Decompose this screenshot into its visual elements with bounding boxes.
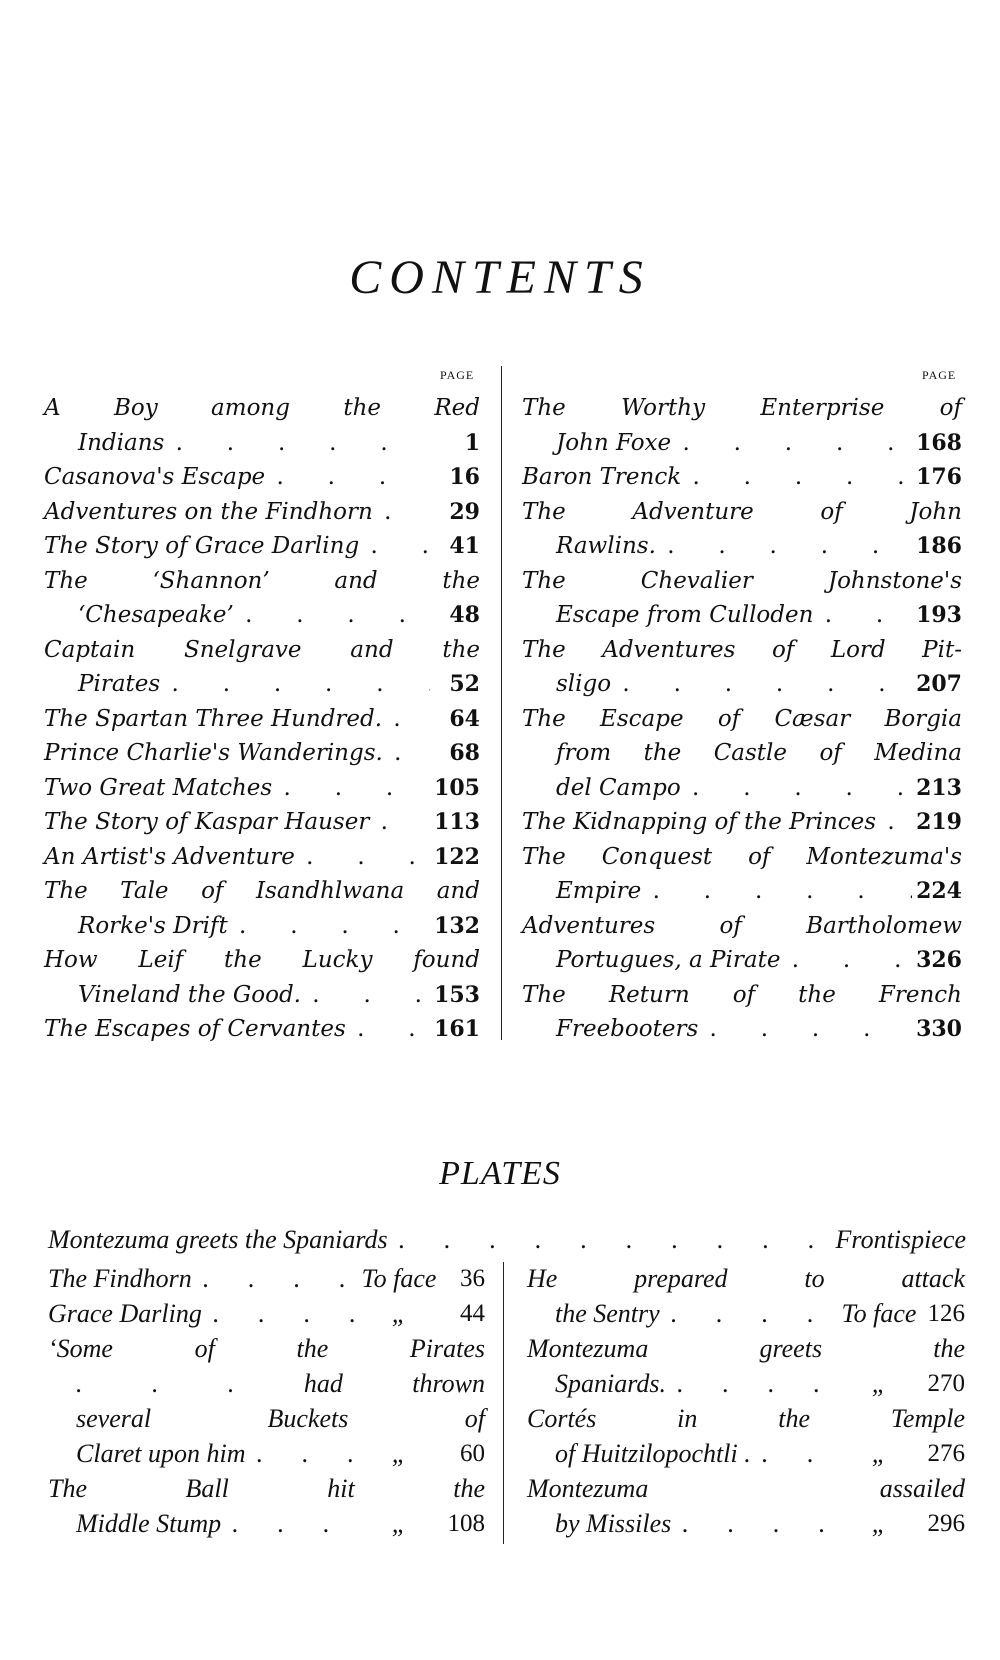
entry-line — [44, 702, 480, 737]
page-number: 105 — [434, 774, 480, 801]
entry-title-line: Baron Trenck — [522, 464, 682, 490]
plate-facing-label: „ — [871, 1439, 887, 1468]
contents-entry — [44, 702, 480, 737]
entry-title-line: ‘Chesapeake’ — [78, 602, 234, 628]
contents-entry — [522, 633, 962, 702]
entry-line — [522, 633, 962, 668]
dot-leader — [392, 1222, 832, 1257]
entry-title-line: Vineland the Good. — [78, 981, 301, 1008]
entry-title-line: Grace Darling — [48, 1299, 202, 1328]
contents-entry — [44, 840, 480, 875]
entry-title-line: Claret upon him — [76, 1439, 246, 1468]
plate-entry — [48, 1471, 485, 1541]
page-number: 52 — [449, 671, 480, 697]
contents-entry — [522, 391, 962, 460]
frontispiece-entry — [48, 1222, 966, 1257]
entry-line — [522, 943, 962, 978]
plate-facing-label: To face — [361, 1264, 437, 1293]
contents-entry — [44, 460, 480, 495]
dot-leader — [784, 943, 912, 978]
entry-line — [44, 460, 480, 495]
entry-line — [44, 598, 480, 633]
contents-entry — [44, 495, 480, 530]
dot-leader — [660, 529, 912, 564]
page-number: 64 — [449, 705, 480, 732]
entry-title-line: Montezuma greets the — [527, 1334, 965, 1363]
plate-facing-label: „ — [871, 1509, 887, 1538]
page-number: 44 — [460, 1300, 485, 1327]
page-number: 270 — [927, 1370, 965, 1397]
entry-title-line: The Spartan Three Hundred. — [44, 705, 383, 732]
entry-line — [527, 1331, 965, 1366]
dot-leader — [387, 736, 430, 771]
dot-leader — [164, 667, 430, 702]
entry-line — [48, 1436, 485, 1471]
entry-line — [44, 667, 480, 702]
plate-location: Frontispiece — [835, 1225, 966, 1254]
entry-line — [48, 1261, 485, 1296]
entry-line — [522, 426, 962, 461]
plate-facing-label: „ — [391, 1509, 407, 1538]
entry-line — [522, 909, 962, 944]
entry-line — [48, 1296, 485, 1331]
entry-title-line: How Leif the Lucky found — [44, 947, 480, 973]
dot-leader — [670, 1366, 835, 1401]
dot-leader — [386, 702, 430, 737]
plate-entry — [527, 1331, 965, 1401]
contents-entry — [44, 771, 480, 806]
dot-leader — [232, 909, 430, 944]
dot-leader — [685, 460, 912, 495]
entry-line — [522, 598, 962, 633]
contents-entry — [44, 805, 480, 840]
page-number: 1 — [464, 429, 480, 456]
entry-line — [527, 1366, 965, 1401]
contents-entry — [522, 564, 962, 633]
page-column-header-right: PAGE — [922, 368, 957, 382]
entry-line — [522, 460, 962, 495]
dot-leader — [377, 495, 430, 530]
entry-title-line: He prepared to attack — [527, 1264, 965, 1293]
dot-leader — [206, 1296, 355, 1331]
page-number: 126 — [927, 1300, 965, 1327]
page-number: 219 — [916, 809, 962, 835]
entry-line — [527, 1401, 965, 1436]
page-number: 193 — [916, 602, 962, 628]
entry-title-line: Prince Charlie's Wanderings. — [44, 740, 383, 766]
page-number: 60 — [460, 1440, 485, 1467]
entry-title-line: of Huitzilopochtli . — [555, 1439, 751, 1468]
entry-line — [522, 805, 962, 840]
entry-line — [44, 771, 480, 806]
entry-title-line: Captain Snelgrave and the — [44, 636, 480, 663]
contents-entry — [44, 736, 480, 771]
entry-title-line: The Return of the French — [522, 981, 962, 1008]
entry-title-line: . . . had thrown — [76, 1369, 485, 1398]
entry-title-line: Adventures on the Findhorn — [44, 498, 373, 525]
contents-entry — [522, 702, 962, 806]
contents-entry — [44, 943, 480, 1012]
entry-line — [527, 1506, 965, 1541]
entry-title-line: by Missiles — [555, 1509, 672, 1538]
entry-line — [48, 1471, 485, 1506]
page-number: 276 — [927, 1440, 965, 1467]
page-number: 176 — [916, 464, 962, 490]
page-number: 132 — [434, 912, 480, 939]
dot-leader — [363, 529, 430, 564]
entry-title-line: Montezuma assailed — [527, 1474, 965, 1503]
entry-title-line: The Worthy Enterprise of — [522, 395, 962, 421]
entry-line — [527, 1436, 965, 1471]
dot-leader — [817, 598, 912, 633]
plates-column-divider — [503, 1262, 504, 1544]
page-number: 296 — [927, 1510, 965, 1537]
entry-line — [522, 391, 962, 426]
entry-title-line: del Campo — [556, 774, 681, 801]
plate-entry — [48, 1296, 485, 1331]
entry-line — [44, 736, 480, 771]
contents-entry — [44, 874, 480, 943]
entry-title-line: Freebooters — [556, 1016, 699, 1042]
page-number: 122 — [434, 843, 480, 870]
page-number: 330 — [916, 1016, 962, 1042]
entry-title-line: Two Great Matches — [44, 774, 273, 801]
entry-line — [44, 564, 480, 599]
dot-leader — [299, 840, 430, 875]
entry-title-line: from the Castle of Medina — [556, 740, 962, 766]
contents-entry — [522, 840, 962, 909]
entry-title-line: A Boy among the Red — [44, 395, 480, 421]
contents-entry — [44, 529, 480, 564]
entry-title-line: Spaniards. — [555, 1369, 666, 1398]
entry-title-line: The Conquest of Montezuma's — [522, 843, 962, 870]
page-number: 113 — [434, 809, 480, 835]
page-number: 186 — [916, 533, 962, 559]
contents-entry — [44, 391, 480, 460]
dot-leader — [196, 1261, 355, 1296]
entry-line — [522, 667, 962, 702]
page-number: 108 — [447, 1510, 485, 1537]
entry-line — [44, 909, 480, 944]
page-number: 68 — [449, 740, 480, 766]
dot-leader — [675, 1506, 835, 1541]
contents-left-column — [44, 391, 480, 1047]
dot-leader — [685, 771, 912, 806]
contents-entry — [44, 633, 480, 702]
plate-entry — [48, 1261, 485, 1296]
dot-leader — [664, 1296, 835, 1331]
page-column-header-left: PAGE — [440, 368, 475, 382]
entry-title-line: Portugues, a Pirate — [556, 947, 781, 973]
entry-line — [44, 1012, 480, 1047]
entry-title-line: The Escapes of Cervantes — [44, 1016, 346, 1042]
contents-entry — [522, 460, 962, 495]
page-number: 168 — [916, 429, 962, 456]
plate-title: Montezuma greets the Spaniards — [48, 1225, 388, 1254]
entry-line — [48, 1331, 485, 1366]
entry-title-line: The Chevalier Johnstone's — [522, 567, 962, 594]
plate-entry — [48, 1331, 485, 1471]
entry-title-line: The Kidnapping of the Princes — [522, 809, 877, 835]
entry-line — [522, 771, 962, 806]
entry-line — [522, 978, 962, 1013]
entry-line — [44, 426, 480, 461]
entry-title-line: The Story of Grace Darling — [44, 533, 360, 559]
contents-entry — [44, 564, 480, 633]
entry-line — [44, 495, 480, 530]
entry-title-line: Rorke's Drift — [78, 912, 228, 939]
entry-title-line: Escape from Culloden — [556, 602, 814, 628]
dot-leader — [880, 805, 912, 840]
entry-line — [527, 1471, 965, 1506]
plates-right-column — [527, 1261, 965, 1541]
entry-line — [48, 1506, 485, 1541]
entry-title-line: several Buckets of — [76, 1404, 485, 1433]
entry-line — [44, 874, 480, 909]
plate-entry — [527, 1401, 965, 1471]
plate-entry — [527, 1261, 965, 1331]
entry-line — [44, 840, 480, 875]
plate-entry — [527, 1471, 965, 1541]
contents-entry — [522, 805, 962, 840]
dot-leader — [225, 1506, 355, 1541]
dot-leader — [615, 667, 912, 702]
entry-title-line: ‘Some of the Pirates — [48, 1334, 485, 1363]
entry-title-line: Adventures of Bartholomew — [522, 912, 962, 939]
page-number: 48 — [449, 602, 480, 628]
entry-title-line: Indians — [78, 429, 165, 456]
dot-leader — [305, 978, 430, 1013]
entry-line — [44, 529, 480, 564]
plate-facing-label: „ — [391, 1299, 407, 1328]
plate-facing-label: „ — [391, 1439, 407, 1468]
page-number: 161 — [434, 1016, 480, 1042]
page-number: 213 — [916, 774, 962, 801]
page-number: 224 — [916, 878, 962, 904]
entry-title-line: The Findhorn — [48, 1264, 192, 1293]
page-number: 16 — [449, 464, 480, 490]
dot-leader — [645, 874, 912, 909]
plates-left-column — [48, 1261, 485, 1541]
entry-title-line: The Adventure of John — [522, 498, 962, 525]
entry-title-line: The Adventures of Lord Pit- — [522, 636, 962, 663]
entry-line — [44, 805, 480, 840]
contents-heading: CONTENTS — [349, 251, 651, 304]
column-divider — [501, 366, 502, 1040]
dot-leader — [238, 598, 430, 633]
plates-heading: PLATES — [439, 1155, 561, 1192]
contents-entry — [44, 1012, 480, 1047]
plate-facing-label: To face — [841, 1299, 917, 1328]
dot-leader — [755, 1436, 835, 1471]
entry-title-line: Pirates — [78, 671, 161, 697]
page-number: 153 — [434, 981, 480, 1008]
entry-title-line: An Artist's Adventure — [44, 843, 295, 870]
entry-title-line: The Tale of Isandhlwana and — [44, 878, 480, 904]
entry-line — [527, 1296, 965, 1331]
contents-entry — [522, 978, 962, 1047]
dot-leader — [168, 426, 430, 461]
contents-entry — [522, 495, 962, 564]
plate-facing-label: „ — [871, 1369, 887, 1398]
entry-title-line: the Sentry — [555, 1299, 660, 1328]
entry-line — [44, 943, 480, 978]
entry-title-line: John Foxe — [556, 429, 672, 456]
entry-title-line: sligo — [556, 671, 612, 697]
entry-line — [522, 840, 962, 875]
dot-leader — [702, 1012, 912, 1047]
entry-title-line: Rawlins. — [556, 533, 656, 559]
entry-line — [527, 1261, 965, 1296]
entry-line — [522, 529, 962, 564]
dot-leader — [675, 426, 912, 461]
page-number: 36 — [460, 1265, 485, 1292]
contents-right-column — [522, 391, 962, 1047]
entry-title-line: Middle Stump — [76, 1509, 222, 1538]
entry-line — [48, 1401, 485, 1436]
entry-line — [522, 495, 962, 530]
entry-line — [44, 978, 480, 1013]
entry-line — [522, 564, 962, 599]
entry-line — [44, 633, 480, 668]
dot-leader — [276, 771, 430, 806]
entry-line — [48, 1366, 485, 1401]
entry-title-line: The ‘Shannon’ and the — [44, 567, 480, 594]
entry-title-line: Casanova's Escape — [44, 464, 266, 490]
entry-title-line: Empire — [556, 878, 642, 904]
page-number: 29 — [449, 498, 480, 525]
contents-entry — [522, 909, 962, 978]
entry-title-line: The Story of Kaspar Hauser — [44, 809, 370, 835]
dot-leader — [373, 805, 430, 840]
page-number: 326 — [916, 947, 962, 973]
page-number: 41 — [449, 533, 480, 559]
entry-title-line: The Ball hit the — [48, 1474, 485, 1503]
dot-leader — [249, 1436, 355, 1471]
entry-title-line: The Escape of Cæsar Borgia — [522, 705, 962, 732]
entry-line — [522, 874, 962, 909]
entry-title-line: Cortés in the Temple — [527, 1404, 965, 1433]
entry-line — [44, 391, 480, 426]
entry-line — [522, 1012, 962, 1047]
dot-leader — [350, 1012, 430, 1047]
entry-line — [522, 736, 962, 771]
entry-line — [522, 702, 962, 737]
page-number: 207 — [916, 671, 962, 697]
dot-leader — [269, 460, 430, 495]
